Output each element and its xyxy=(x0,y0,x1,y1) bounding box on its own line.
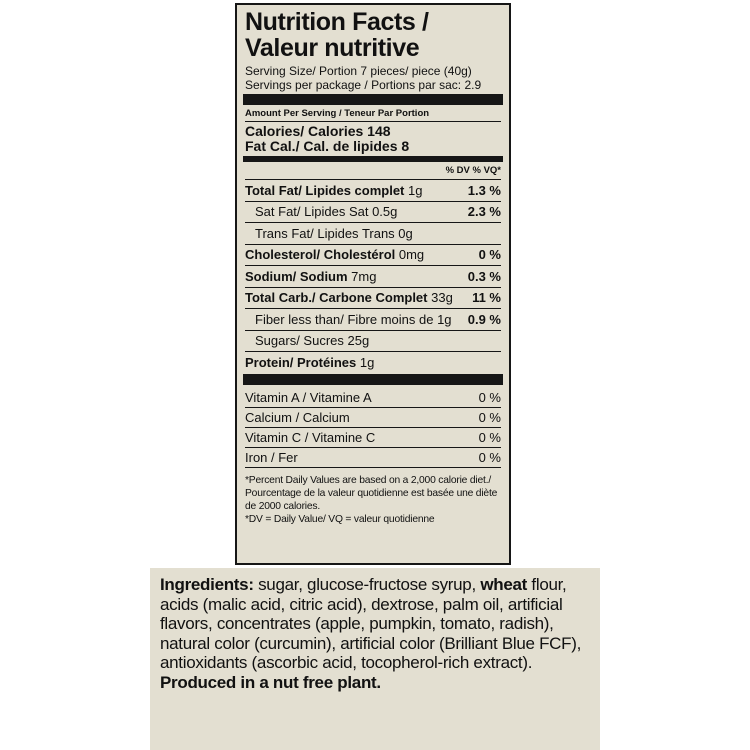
vitamin-row xyxy=(245,448,501,468)
nutrient-row xyxy=(245,202,501,224)
nutrient-label: Total Carb./ Carbone Complet 33g xyxy=(245,290,453,306)
vitamin-dv: 0 % xyxy=(478,409,501,425)
nutrition-title: Nutrition Facts / Valeur nutritive xyxy=(245,8,429,62)
nutrient-row xyxy=(245,331,501,353)
nutrient-row xyxy=(245,288,501,310)
nutrient-label: Sodium/ Sodium 7mg xyxy=(245,268,377,284)
serving-info xyxy=(245,64,501,92)
nutrient-label: Sat Fat/ Lipides Sat 0.5g xyxy=(255,204,398,220)
vitamin-rows xyxy=(245,388,501,468)
nutrient-row xyxy=(245,245,501,267)
nutrient-row xyxy=(245,223,501,245)
ingredients-text-2: flour, acids (malic acid, citric acid), dextrose, palm oil, artificial flavors, concentrates (apple, pumpkin, tomato, radish), natural color (curcumin), artificial color (Brilliant Blue FCF), antioxidants (ascorbic acid, tocopherol-rich extract). xyxy=(160,575,582,672)
nutrient-row xyxy=(245,352,501,374)
vitamin-dv: 0 % xyxy=(478,429,501,445)
vitamin-row xyxy=(245,428,501,448)
vitamin-row xyxy=(245,408,501,428)
nutrient-dv: 2.3 % xyxy=(467,204,501,220)
nutrition-facts-panel xyxy=(235,3,511,565)
nutrient-label: Cholesterol/ Cholestérol 0mg xyxy=(245,247,425,263)
thick-divider-2 xyxy=(243,374,503,385)
nutrient-label: Protein/ Protéines 1g xyxy=(245,355,375,371)
vitamin-label: Vitamin A / Vitamine A xyxy=(245,389,372,405)
nutrient-label: Trans Fat/ Lipides Trans 0g xyxy=(255,225,413,241)
nutrient-dv: 0.9 % xyxy=(467,311,501,327)
nutrient-row xyxy=(245,180,501,202)
medium-divider xyxy=(243,156,503,162)
nutrient-rows xyxy=(245,180,501,374)
nut-free-statement: Produced in a nut free plant. xyxy=(160,672,381,692)
nutrient-dv: 11 % xyxy=(472,290,501,306)
vitamin-row xyxy=(245,388,501,408)
dv-header: % DV % VQ* xyxy=(245,165,501,180)
vitamin-dv: 0 % xyxy=(478,449,501,465)
fat-calories: Fat Cal./ Cal. de lipides 8 xyxy=(245,138,410,154)
nutrient-dv: 0.3 % xyxy=(467,268,501,284)
nutrient-label: Fiber less than/ Fibre moins de 1g xyxy=(255,311,452,327)
vitamin-dv: 0 % xyxy=(478,389,501,405)
calories: Calories/ Calories 148 xyxy=(245,123,391,139)
nutrient-dv: 1.3 % xyxy=(467,182,501,198)
ingredients-text-1: sugar, glucose-fructose syrup, xyxy=(253,575,481,594)
vitamin-label: Iron / Fer xyxy=(245,449,298,465)
ingredients-panel xyxy=(150,568,600,750)
nutrient-label: Total Fat/ Lipides complet 1g xyxy=(245,182,423,198)
footnote-dv-definition: *DV = Daily Value/ VQ = valeur quotidienne xyxy=(245,513,435,525)
thick-divider xyxy=(243,94,503,105)
ingredients-allergen: wheat xyxy=(480,575,527,594)
servings-per-package: Servings per package / Portions par sac: 2.9 xyxy=(245,78,482,92)
serving-size: Serving Size/ Portion 7 pieces/ piece (40g) xyxy=(245,64,472,78)
nutrient-row xyxy=(245,266,501,288)
ingredients-heading: Ingredients: xyxy=(160,575,254,594)
vitamin-label: Calcium / Calcium xyxy=(245,409,350,425)
nutrient-label: Sugars/ Sucres 25g xyxy=(255,333,370,349)
nutrient-dv: 0 % xyxy=(478,247,501,263)
footnote xyxy=(245,474,501,526)
footnote-dv-basis: *Percent Daily Values are based on a 2,000 calorie diet./ Pourcentage de la valeur quotidienne est basée une diète de 2000 calories. xyxy=(245,474,498,512)
amount-per-serving: Amount Per Serving / Teneur Par Portion xyxy=(245,108,501,122)
vitamin-label: Vitamin C / Vitamine C xyxy=(245,429,376,445)
nutrient-row xyxy=(245,309,501,331)
